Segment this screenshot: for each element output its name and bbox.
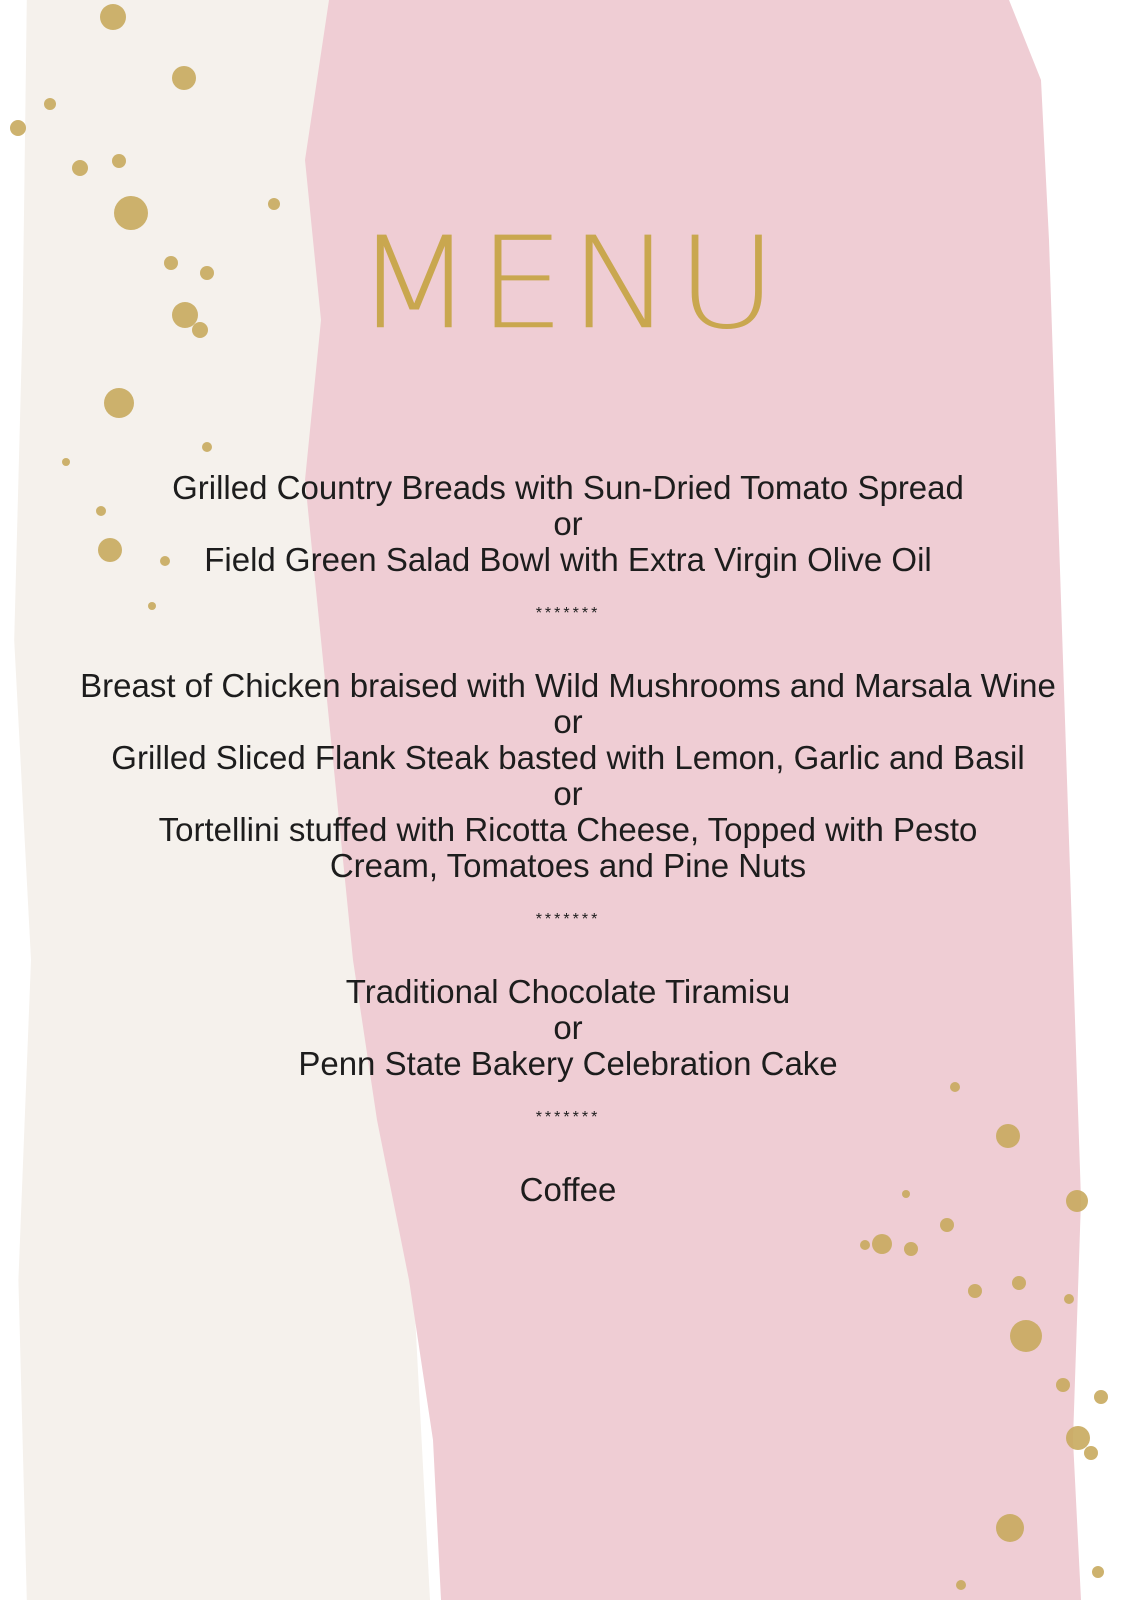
or-divider: or	[553, 505, 583, 542]
course-beverage	[60, 1172, 1076, 1208]
or-divider: or	[553, 775, 583, 812]
menu-item: Breast of Chicken braised with Wild Mushrooms and Marsala Wine	[80, 667, 1056, 704]
section-separator: *******	[535, 605, 601, 622]
menu-item: Traditional Chocolate Tiramisu	[345, 973, 791, 1010]
or-divider: or	[553, 1009, 583, 1046]
menu-title: MENU	[354, 209, 782, 358]
course-desserts	[60, 974, 1076, 1082]
menu-item: Grilled Sliced Flank Steak basted with Lemon, Garlic and Basil	[111, 739, 1025, 776]
or-divider: or	[553, 703, 583, 740]
menu-item: Penn State Bakery Celebration Cake	[298, 1045, 838, 1082]
menu-body	[60, 470, 1076, 1208]
menu-item: Tortellini stuffed with Ricotta Cheese, Topped with Pesto Cream, Tomatoes and Pine Nuts	[158, 811, 978, 884]
menu-item: Coffee	[519, 1171, 617, 1208]
menu-item: Field Green Salad Bowl with Extra Virgin Olive Oil	[204, 541, 932, 578]
menu-item: Grilled Country Breads with Sun-Dried Tomato Spread	[172, 469, 964, 506]
section-separator: *******	[535, 1109, 601, 1126]
section-separator: *******	[535, 911, 601, 928]
course-mains	[60, 668, 1076, 884]
course-starters	[60, 470, 1076, 578]
